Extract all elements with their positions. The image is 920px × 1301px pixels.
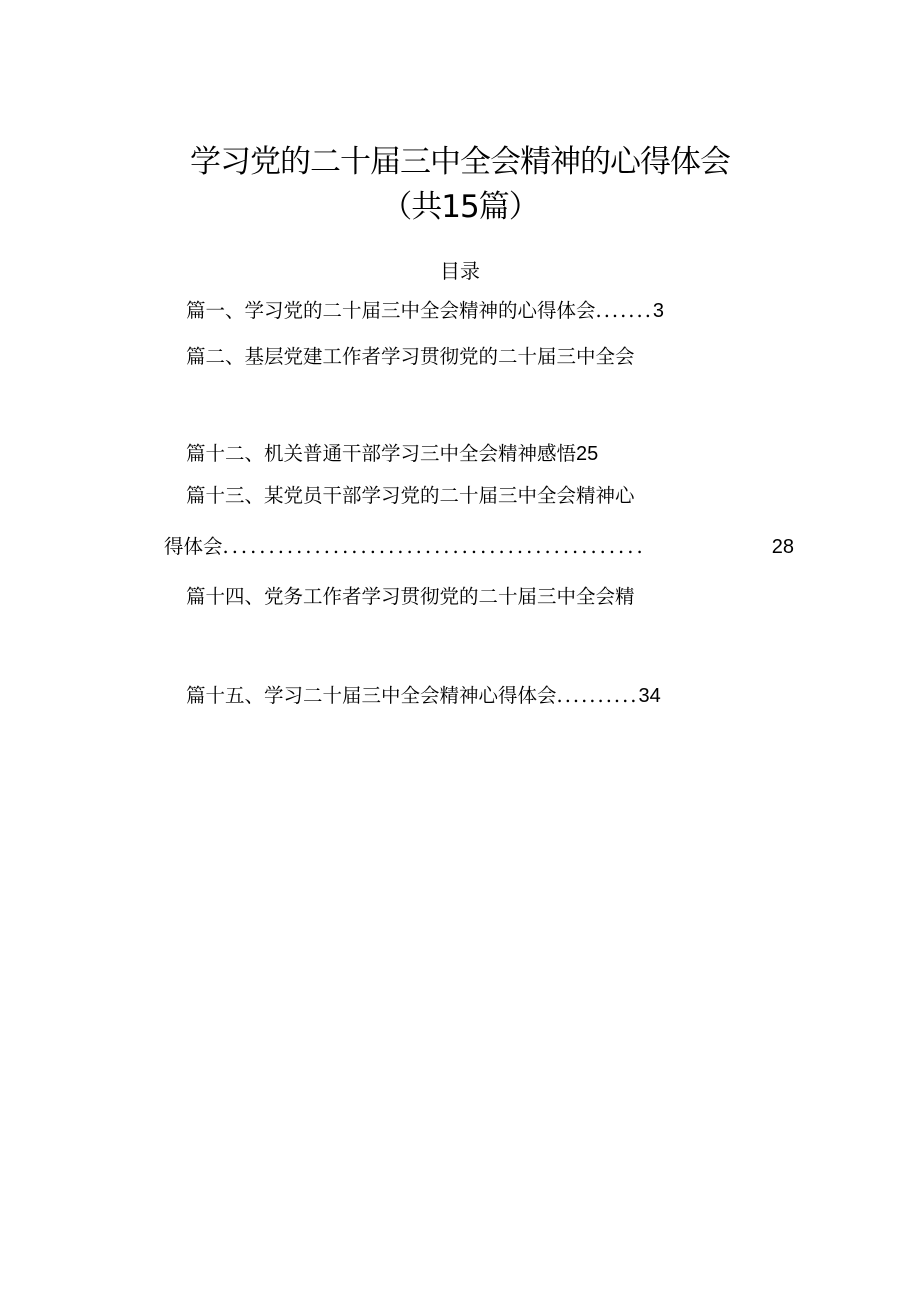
toc-entry-13-continued[interactable] — [164, 537, 794, 557]
toc-entry-12[interactable] — [186, 444, 598, 464]
toc-leader-dots: .......... — [556, 684, 639, 707]
toc-leader-dots: .............................................. — [222, 537, 646, 557]
toc-page-number: 3 — [652, 300, 665, 322]
toc-entry-text: 篇十四、党务工作者学习贯彻党的二十届三中全会精 — [186, 585, 635, 608]
toc-page-number: 28 — [771, 536, 794, 558]
toc-leader-dots: ....... — [595, 299, 653, 322]
toc-entry-1[interactable] — [186, 301, 664, 321]
toc-entry-text: 篇十五、学习二十届三中全会精神心得体会 — [186, 684, 557, 707]
toc-entry-2[interactable] — [186, 347, 635, 367]
toc-entry-text: 篇十二、机关普通干部学习三中全会精神感悟 — [186, 442, 577, 465]
toc-entry-text: 篇十三、某党员干部学习党的二十届三中全会精神心 — [186, 484, 635, 507]
toc-page-number: 25 — [576, 443, 599, 465]
toc-entry-text: 篇一、学习党的二十届三中全会精神的心得体会 — [186, 299, 596, 322]
toc-entry-15[interactable] — [186, 686, 661, 706]
toc-entry-13[interactable] — [186, 486, 635, 506]
toc-page-number: 34 — [638, 685, 661, 707]
toc-entry-text: 篇二、基层党建工作者学习贯彻党的二十届三中全会 — [186, 345, 635, 368]
toc-entry-14[interactable] — [186, 587, 635, 607]
toc-entry-text: 得体会 — [164, 535, 223, 558]
document-title-line2: （共15篇） — [381, 189, 539, 225]
toc-heading: 目录 — [440, 259, 480, 283]
document-title-line1: 学习党的二十届三中全会精神的心得体会 — [190, 144, 730, 180]
